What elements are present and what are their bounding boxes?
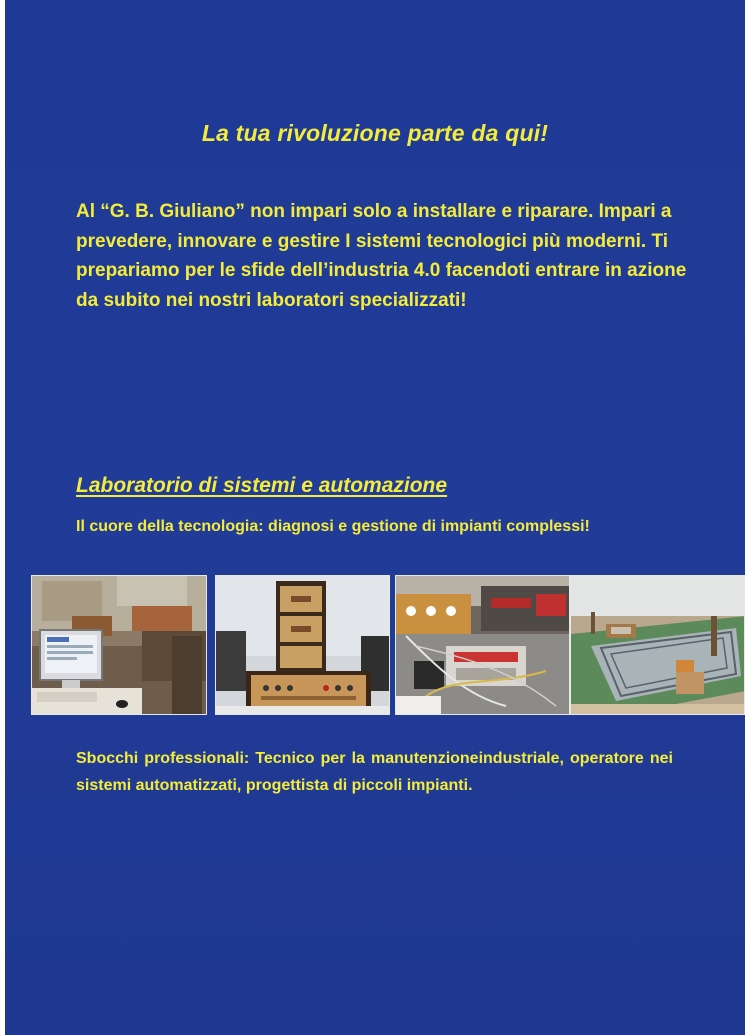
- lab-title: Laboratorio di sistemi e automazione: [76, 474, 448, 497]
- electrical-workbench-photo: [395, 575, 570, 715]
- automation-trainer-panel-photo: [215, 575, 390, 715]
- career-opportunities: Sbocchi professionali: Tecnico per la manutenzioneindustriale, operatore nei sistemi automatizzati, progettista di piccoli impianti.: [76, 750, 673, 794]
- intro-paragraph: Al “G. B. Giuliano” non impari solo a installare e riparare. Impari a prevedere, innovare e gestire I sistemi tecnologici più moderni. Ti prepariamo per le sfide dell’industria 4.0 facendoti entrare in azione da subito nei nostri laboratori specializzati!: [76, 201, 687, 311]
- lab-description: Il cuore della tecnologia: diagnosi e gestione di impianti complessi!: [76, 518, 590, 535]
- headline: La tua rivoluzione parte da qui!: [201, 120, 549, 146]
- model-railway-layout-photo: [570, 575, 745, 715]
- lab-computer-station-photo: [31, 575, 207, 715]
- flyer-page: [5, 0, 745, 1035]
